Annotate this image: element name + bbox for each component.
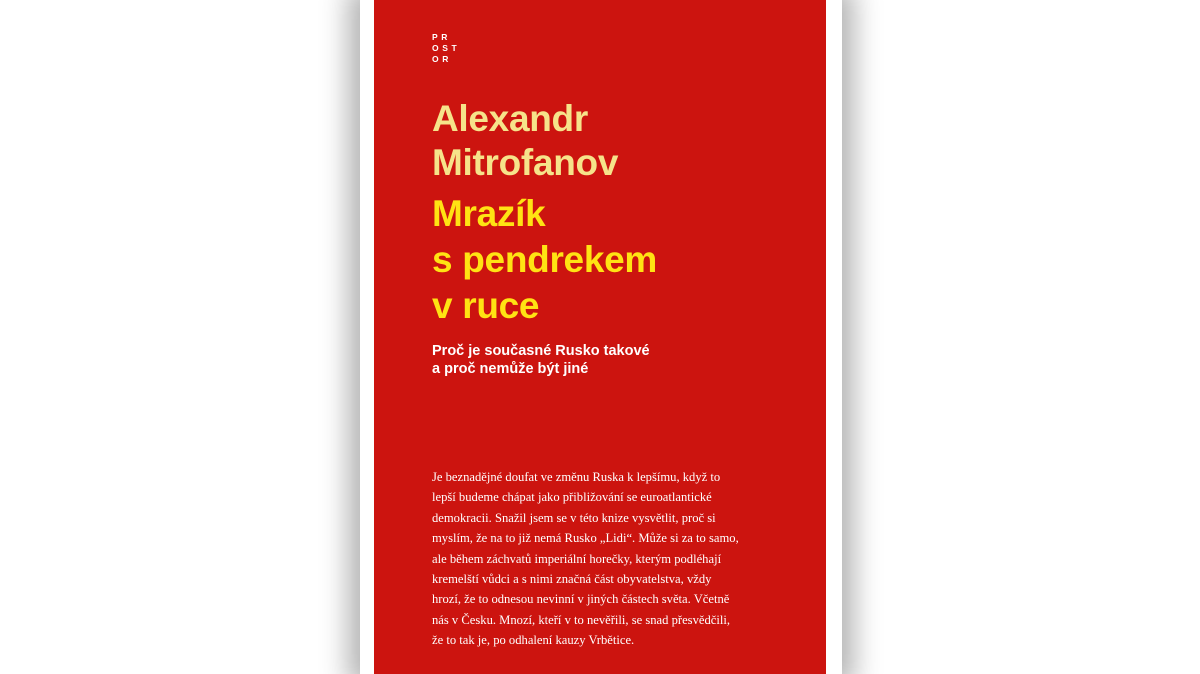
book-subtitle — [432, 342, 650, 378]
blurb-line: hrozí, že to odnesou nevinní v jiných částech světa. Včetně — [432, 592, 730, 607]
cover-blurb — [432, 467, 804, 651]
author-line: Alexandr — [432, 98, 588, 139]
blurb-line: Je beznadějné doufat ve změnu Ruska k lepšímu, když to — [432, 470, 721, 484]
logo-line: PR — [432, 32, 452, 42]
book-title — [432, 191, 657, 329]
blurb-line: myslím, že na to již nemá Rusko „Lidi“. Může si za to samo, — [432, 531, 739, 546]
blurb-line: nás v Česku. Mnozí, kteří v to nevěřili, se snad přesvědčili, — [432, 612, 730, 627]
blurb-line: lepší budeme chápat jako přibližování se euroatlantické — [432, 490, 712, 505]
logo-line: OR — [432, 54, 452, 64]
title-line: s pendrekem — [432, 239, 657, 280]
book-cover — [374, 0, 826, 674]
blurb-line: ale během záchvatů imperiální horečky, kterým podléhají — [432, 551, 722, 566]
logo-line: OST — [432, 43, 461, 53]
blurb-line: že to tak je, po odhalení kauzy Vrbětice. — [432, 633, 635, 648]
blurb-line: kremelští vůdci a s nimi značná část obyvatelstva, vždy — [432, 572, 712, 587]
blurb-line: demokracii. Snažil jsem se v této knize vysvětlit, proč si — [432, 510, 716, 525]
title-line: Mrazík — [432, 193, 546, 234]
subtitle-line: a proč nemůže být jiné — [432, 361, 589, 377]
author-line: Mitrofanov — [432, 142, 619, 183]
subtitle-line: Proč je současné Rusko takové — [432, 343, 650, 359]
publisher-logo — [432, 32, 460, 65]
author-name — [432, 97, 618, 185]
title-line: v ruce — [432, 285, 540, 326]
